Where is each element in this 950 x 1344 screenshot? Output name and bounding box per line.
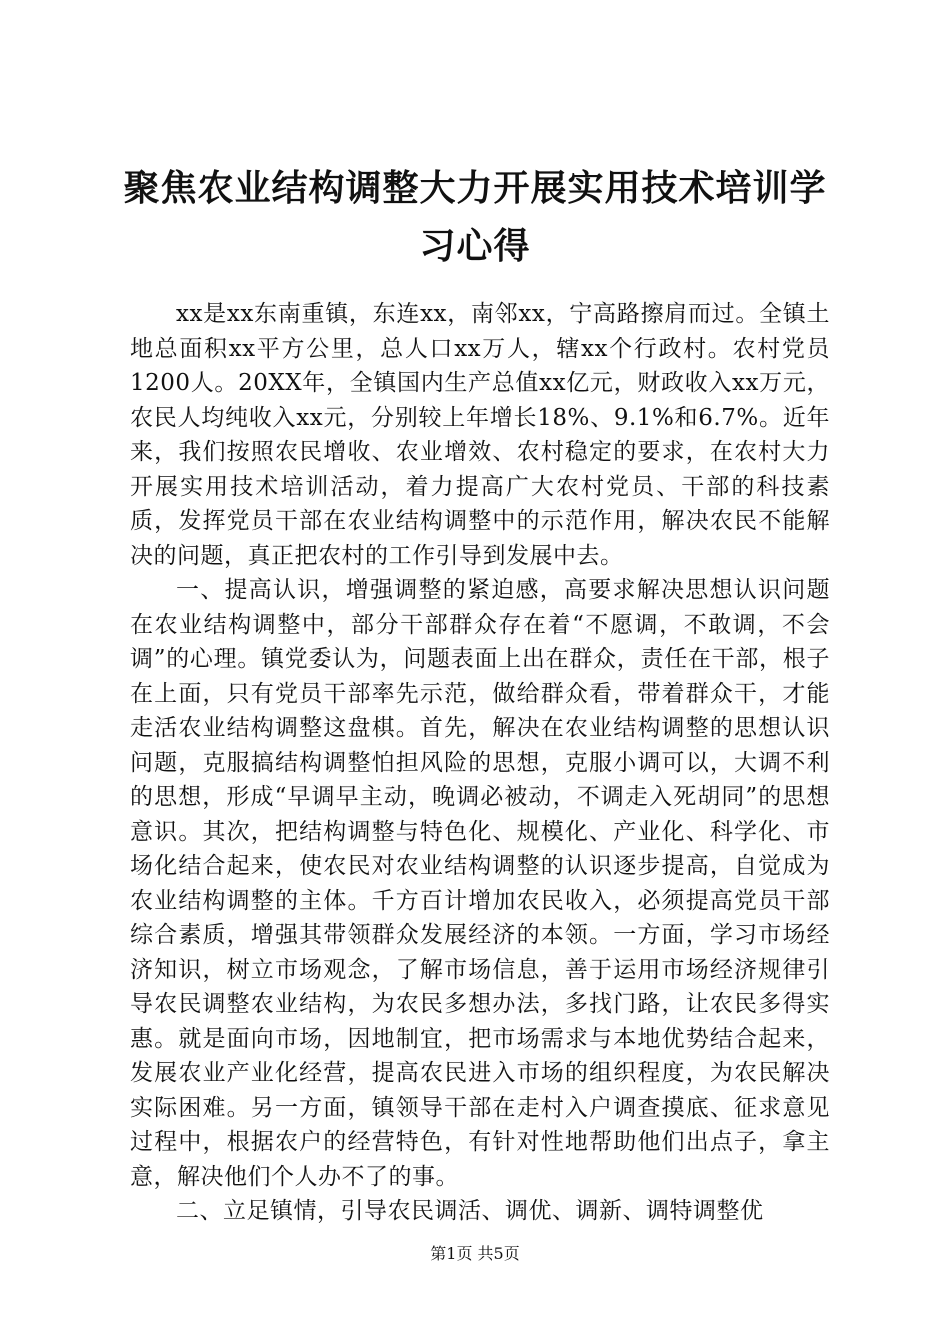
document-body (130, 297, 830, 1229)
page-number-footer: 第1页 共5页 (430, 1244, 520, 1263)
paragraph-section-two: 二、立足镇情，引导农民调活、调优、调新、调特调整优 (176, 1198, 764, 1224)
paragraph-intro: xx是xx东南重镇，东连xx，南邻xx，宁高路擦肩而过。全镇土地总面积xx平方公里，总人口xx万人，辖xx个行政村。农村党员1200人。20XX年，全镇国内生产总值xx亿元，财政收入xx万元，农民人均纯收入xx元，分别较上年增长18%、9.1%和6.7%。近年来，我们按照农民增收、农业增效、农村稳定的要求，在农村大力开展实用技术培训活动，着力提高广大农村党员、干部的科技素质，发挥党员干部在农业结构调整中的示范作用，解决农民不能解决的问题，真正把农村的工作引导到发展中去。 (130, 301, 830, 569)
paragraph-section-one: 一、提高认识，增强调整的紧迫感，高要求解决思想认识问题在农业结构调整中，部分干部群众存在着“不愿调，不敢调，不会调”的心理。镇党委认为，问题表面上出在群众，责任在干部，根子在上面，只有党员干部率先示范，做给群众看，带着群众干，才能走活农业结构调整这盘棋。首先，解决在农业结构调整的思想认识问题，克服搞结构调整怕担风险的思想，克服小调可以，大调不利的思想，形成“早调早主动，晚调必被动，不调走入死胡同”的思想意识。其次，把结构调整与特色化、规模化、产业化、科学化、市场化结合起来，使农民对农业结构调整的认识逐步提高，自觉成为农业结构调整的主体。千方百计增加农民收入，必须提高党员干部综合素质，增强其带领群众发展经济的本领。一方面，学习市场经济知识，树立市场观念，了解市场信息，善于运用市场经济规律引导农民调整农业结构，为农民多想办法，多找门路，让农民多得实惠。就是面向市场，因地制宜，把市场需求与本地优势结合起来，发展农业产业化经营，提高农民进入市场的组织程度，为农民解决实际困难。另一方面，镇领导干部在走村入户调查摸底、征求意见过程中，根据农户的经营特色，有针对性地帮助他们出点子，拿主意，解决他们个人办不了的事。 (130, 577, 830, 1190)
document-title: 聚焦农业结构调整大力开展实用技术培训学习心得 (123, 168, 827, 267)
